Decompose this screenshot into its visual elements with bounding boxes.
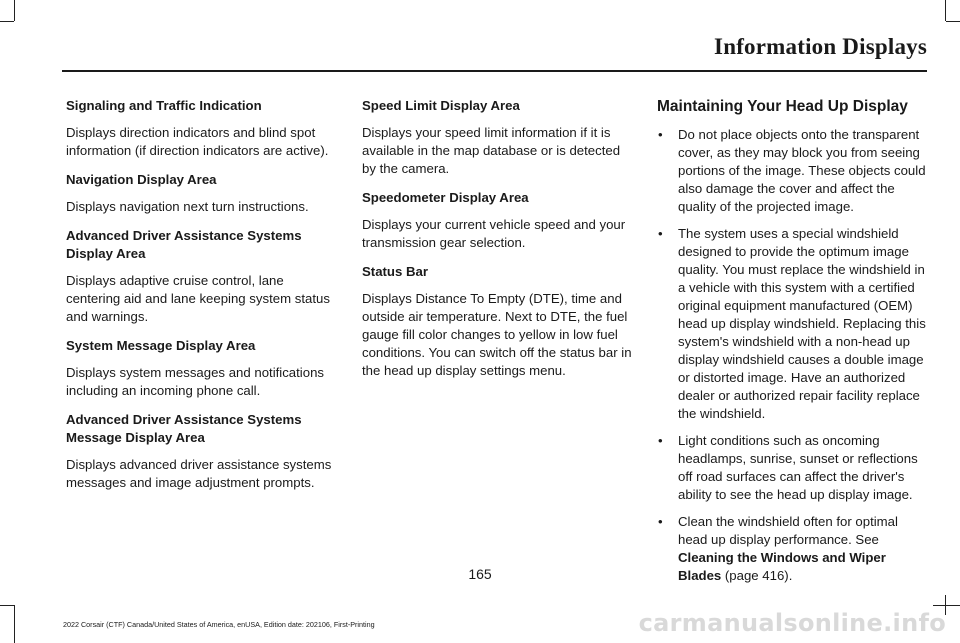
section — [66, 411, 336, 492]
section-body: Displays system messages and notifications including an incoming phone call. — [66, 365, 324, 398]
section-heading: Navigation Display Area — [66, 172, 217, 187]
bullet-icon: • — [658, 514, 663, 529]
crop-mark — [14, 0, 15, 21]
page-reference: (page 416). — [721, 568, 793, 583]
section-heading: Speedometer Display Area — [362, 190, 529, 205]
column-3 — [657, 97, 927, 594]
watermark: carmanualsonline.info — [638, 609, 946, 637]
bullet-icon: • — [658, 226, 663, 241]
section — [66, 171, 336, 216]
column-1 — [66, 97, 336, 503]
list-item — [657, 432, 927, 504]
bullet-icon: • — [658, 433, 663, 448]
list-item-text: The system uses a special windshield designed to provide the optimum image quality. You must replace the windshield in a vehicle with this system with a certified original equipment manufactured (OEM) head up display windshield. Replacing this system's windshield with a non-head up display windshield causes a double image or distorted image. Have an authorized dealer or authorized repair facility replace the windshield. — [678, 226, 926, 421]
section-body: Displays adaptive cruise control, lane centering aid and lane keeping system status and warnings. — [66, 273, 330, 324]
crop-mark — [933, 605, 960, 606]
section — [362, 97, 632, 178]
edition-footer: 2022 Corsair (CTF) Canada/United States of America, enUSA, Edition date: 202106, First-Printing — [63, 620, 375, 629]
list-item-text: Light conditions such as oncoming headlamps, sunrise, sunset or reflections off road surfaces can affect the driver's ability to see the head up display image. — [678, 433, 918, 502]
column-2 — [362, 97, 632, 391]
section — [66, 97, 336, 160]
section-body: Displays Distance To Empty (DTE), time and outside air temperature. Next to DTE, the fuel gauge fill color changes to yellow in low fuel conditions. You can switch off the status bar in the head up display settings menu. — [362, 291, 632, 378]
section — [362, 189, 632, 252]
section-heading: Advanced Driver Assistance Systems Display Area — [66, 228, 302, 261]
list-item-text: Do not place objects onto the transparent cover, as they may block you from seeing portions of the image. These objects could also damage the cover and affect the quality of the projected image. — [678, 127, 926, 214]
crop-mark — [14, 605, 15, 643]
section-body: Displays navigation next turn instructions. — [66, 199, 309, 214]
list-item-text: Clean the windshield often for optimal head up display performance. See — [678, 514, 898, 547]
section-body: Displays your current vehicle speed and your transmission gear selection. — [362, 217, 626, 250]
cross-reference-link[interactable]: Cleaning the Windows and Wiper Blades — [678, 550, 886, 583]
list-item — [657, 225, 927, 423]
section-body: Displays your speed limit information if it is available in the map database or is detected by the camera. — [362, 125, 621, 176]
list-item — [657, 126, 927, 216]
section-heading: System Message Display Area — [66, 338, 256, 353]
bullet-list — [657, 126, 927, 585]
section-body: Displays advanced driver assistance systems messages and image adjustment prompts. — [66, 457, 332, 490]
section-heading: Signaling and Traffic Indication — [66, 98, 262, 113]
section-heading: Advanced Driver Assistance Systems Message Display Area — [66, 412, 302, 445]
header-rule — [62, 70, 927, 72]
bullet-icon: • — [658, 127, 663, 142]
section-heading: Speed Limit Display Area — [362, 98, 520, 113]
section — [362, 263, 632, 380]
page-number: 165 — [468, 566, 492, 582]
section-heading: Status Bar — [362, 264, 428, 279]
page-title: Information Displays — [714, 34, 927, 59]
section — [66, 227, 336, 326]
section — [66, 337, 336, 400]
crop-mark — [0, 21, 14, 22]
section-heading: Maintaining Your Head Up Display — [657, 98, 908, 115]
crop-mark — [945, 0, 946, 21]
crop-mark — [946, 21, 960, 22]
crop-mark — [0, 605, 14, 606]
section-body: Displays direction indicators and blind spot information (if direction indicators are active). — [66, 125, 329, 158]
